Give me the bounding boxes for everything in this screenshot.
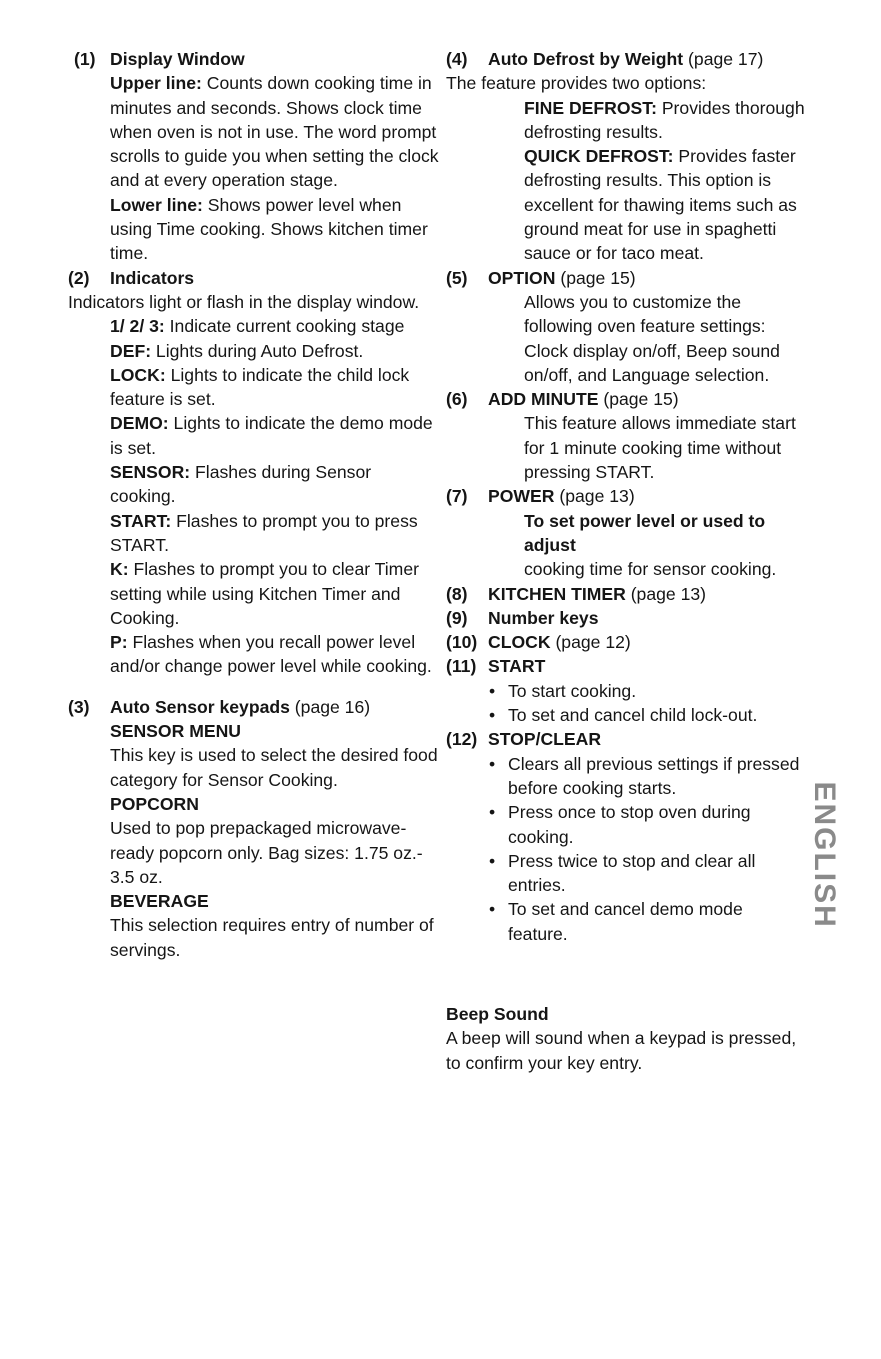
lower-line-description: [110, 193, 440, 266]
indicator-label: LOCK:: [110, 364, 166, 385]
section-title: Auto Defrost by Weight: [488, 49, 684, 69]
stop-clear-bullet-list: [488, 752, 806, 946]
section-text: This feature allows immediate start for 1 minute cooking time without pressing START.: [524, 413, 796, 483]
section-number-keys: [446, 606, 806, 630]
section-text: A beep will sound when a keypad is pressed, to confirm your key entry.: [446, 1028, 797, 1073]
section-number: (7): [446, 486, 468, 507]
section-start: [446, 654, 806, 727]
section-heading: [488, 630, 806, 654]
section-number: (4): [446, 49, 468, 69]
section-heading: [110, 695, 440, 719]
section-kitchen-timer: [446, 582, 806, 606]
indicator-text: Lights to indicate the child lock feature is set.: [110, 364, 410, 410]
section-bold-text: To set power level or used to adjust: [524, 510, 766, 555]
keypad-heading: SENSOR MENU: [110, 721, 241, 742]
language-label: ENGLISH: [808, 781, 842, 929]
right-column: [446, 47, 806, 1075]
section-number: (3): [68, 696, 90, 717]
section-text: cooking time for sensor cooking.: [524, 559, 777, 580]
indicator-item: [110, 460, 440, 509]
page-reference: (page 15): [598, 389, 679, 410]
quick-defrost-option: [488, 144, 806, 265]
section-heading: [488, 266, 806, 290]
indicator-text: Lights to indicate the demo mode is set.: [110, 413, 433, 458]
section-heading: [488, 387, 806, 411]
section-option: [446, 266, 806, 387]
lower-line-label: Lower line:: [110, 194, 203, 215]
section-title: OPTION: [488, 267, 556, 288]
indicator-text: Flashes when you recall power level and/or change power level while cooking.: [110, 632, 432, 677]
section-title: KITCHEN TIMER: [488, 583, 626, 604]
option-text: Provides faster defrosting results. This option is excellent for thawing items such as ground meat for use in spaghetti sauce or for taco meat.: [524, 146, 797, 264]
indicator-label: SENSOR:: [110, 462, 191, 483]
keypad-text: This key is used to select the desired food category for Sensor Cooking.: [110, 745, 438, 790]
indicator-text: Flashes to prompt you to press START.: [110, 510, 418, 555]
bullet-item: • To start cooking.: [488, 679, 806, 703]
indicator-item: [110, 314, 440, 338]
page-reference: (page 15): [555, 267, 636, 288]
page-reference: (page 13): [625, 583, 707, 604]
indicators-intro: Indicators light or flash in the display window.: [68, 291, 420, 312]
indicator-label: K:: [110, 559, 129, 580]
section-number: (9): [446, 607, 468, 628]
bullet-item: • Press once to stop oven during cooking.: [488, 800, 806, 849]
section-heading: [488, 582, 806, 606]
option-label: QUICK DEFROST:: [524, 146, 674, 167]
section-title: STOP/CLEAR: [488, 729, 602, 750]
lower-line-text: Shows power level when using Time cooking. Shows kitchen timer time.: [110, 194, 428, 264]
indicator-text: Lights during Auto Defrost.: [151, 340, 364, 361]
keypad-heading: POPCORN: [110, 793, 199, 814]
option-text: Provides thorough defrosting results.: [524, 97, 805, 142]
section-title: CLOCK: [488, 632, 551, 653]
keypad-text: Used to pop prepackaged microwave-ready popcorn only. Bag sizes: 1.75 oz.- 3.5 oz.: [110, 818, 423, 887]
section-title: START: [488, 656, 546, 677]
section-number: (8): [446, 583, 468, 604]
indicator-label: START:: [110, 510, 172, 531]
section-title: Indicators: [110, 267, 195, 288]
indicator-item: [110, 363, 440, 412]
upper-line-label: Upper line:: [110, 73, 202, 94]
indicator-text: Flashes to prompt you to clear Timer setting while using Kitchen Timer and Cooking.: [110, 559, 419, 628]
page-reference: (page 16): [289, 696, 371, 717]
section-heading: [488, 47, 806, 71]
section-title: Auto Sensor keypads: [110, 696, 290, 717]
indicator-item: [110, 411, 440, 460]
defrost-intro: The feature provides two options:: [446, 73, 707, 94]
fine-defrost-option: [488, 96, 806, 145]
section-title: Number keys: [488, 607, 599, 628]
section-number: (11): [446, 656, 477, 677]
keypad-text: This selection requires entry of number of servings.: [110, 915, 434, 960]
section-number: (6): [446, 389, 468, 410]
section-add-minute: [446, 387, 806, 484]
indicator-label: DEF:: [110, 340, 152, 361]
section-title: ADD MINUTE: [488, 389, 599, 410]
section-clock: [446, 630, 806, 654]
indicator-text: Indicate current cooking stage: [164, 316, 405, 337]
section-text: Allows you to customize the following oven feature settings: Clock display on/off, Beep sound on/off, and Language selection.: [524, 291, 780, 385]
section-beep-sound: [446, 1002, 806, 1075]
page-reference: (page 17): [683, 49, 764, 69]
bullet-item: • To set and cancel demo mode feature.: [488, 897, 806, 946]
bullet-item: • To set and cancel child lock-out.: [488, 703, 806, 727]
indicator-label: 1/ 2/ 3:: [110, 316, 165, 337]
section-title: Display Window: [110, 49, 245, 69]
left-column: [68, 47, 440, 962]
section-auto-sensor-keypads: [68, 695, 440, 962]
section-title: Beep Sound: [446, 1003, 549, 1024]
indicator-item: [110, 339, 440, 363]
page-reference: (page 12): [550, 632, 631, 653]
keypad-heading: BEVERAGE: [110, 891, 209, 912]
section-number: (2): [68, 267, 90, 288]
bullet-item: • Clears all previous settings if pressed before cooking starts.: [488, 752, 806, 801]
section-title: POWER: [488, 486, 555, 507]
section-heading: [488, 484, 806, 508]
section-auto-defrost: [446, 47, 806, 266]
indicator-label: P:: [110, 632, 128, 653]
section-number: (10): [446, 632, 478, 653]
language-side-tab: [806, 752, 842, 958]
section-indicators: [68, 266, 440, 679]
section-stop-clear: [446, 727, 806, 946]
section-number: (1): [74, 49, 96, 69]
indicator-label: DEMO:: [110, 413, 169, 434]
option-label: FINE DEFROST:: [524, 97, 657, 118]
indicator-item: [110, 557, 440, 630]
upper-line-description: [110, 71, 440, 192]
section-power: [446, 484, 806, 581]
page-reference: (page 13): [554, 486, 635, 507]
indicator-text: Flashes during Sensor cooking.: [110, 462, 372, 507]
upper-line-text: Counts down cooking time in minutes and seconds. Shows clock time when oven is not in use. The word prompt scrolls to guide you when setting the clock and at every operation stage.: [110, 73, 439, 191]
section-number: (5): [446, 267, 468, 288]
bullet-item: • Press twice to stop and clear all entries.: [488, 849, 806, 898]
indicator-item: [110, 509, 440, 558]
section-display-window: [68, 47, 440, 266]
indicator-item: [110, 630, 440, 679]
start-bullet-list: [488, 679, 806, 728]
section-number: (12): [446, 729, 478, 750]
